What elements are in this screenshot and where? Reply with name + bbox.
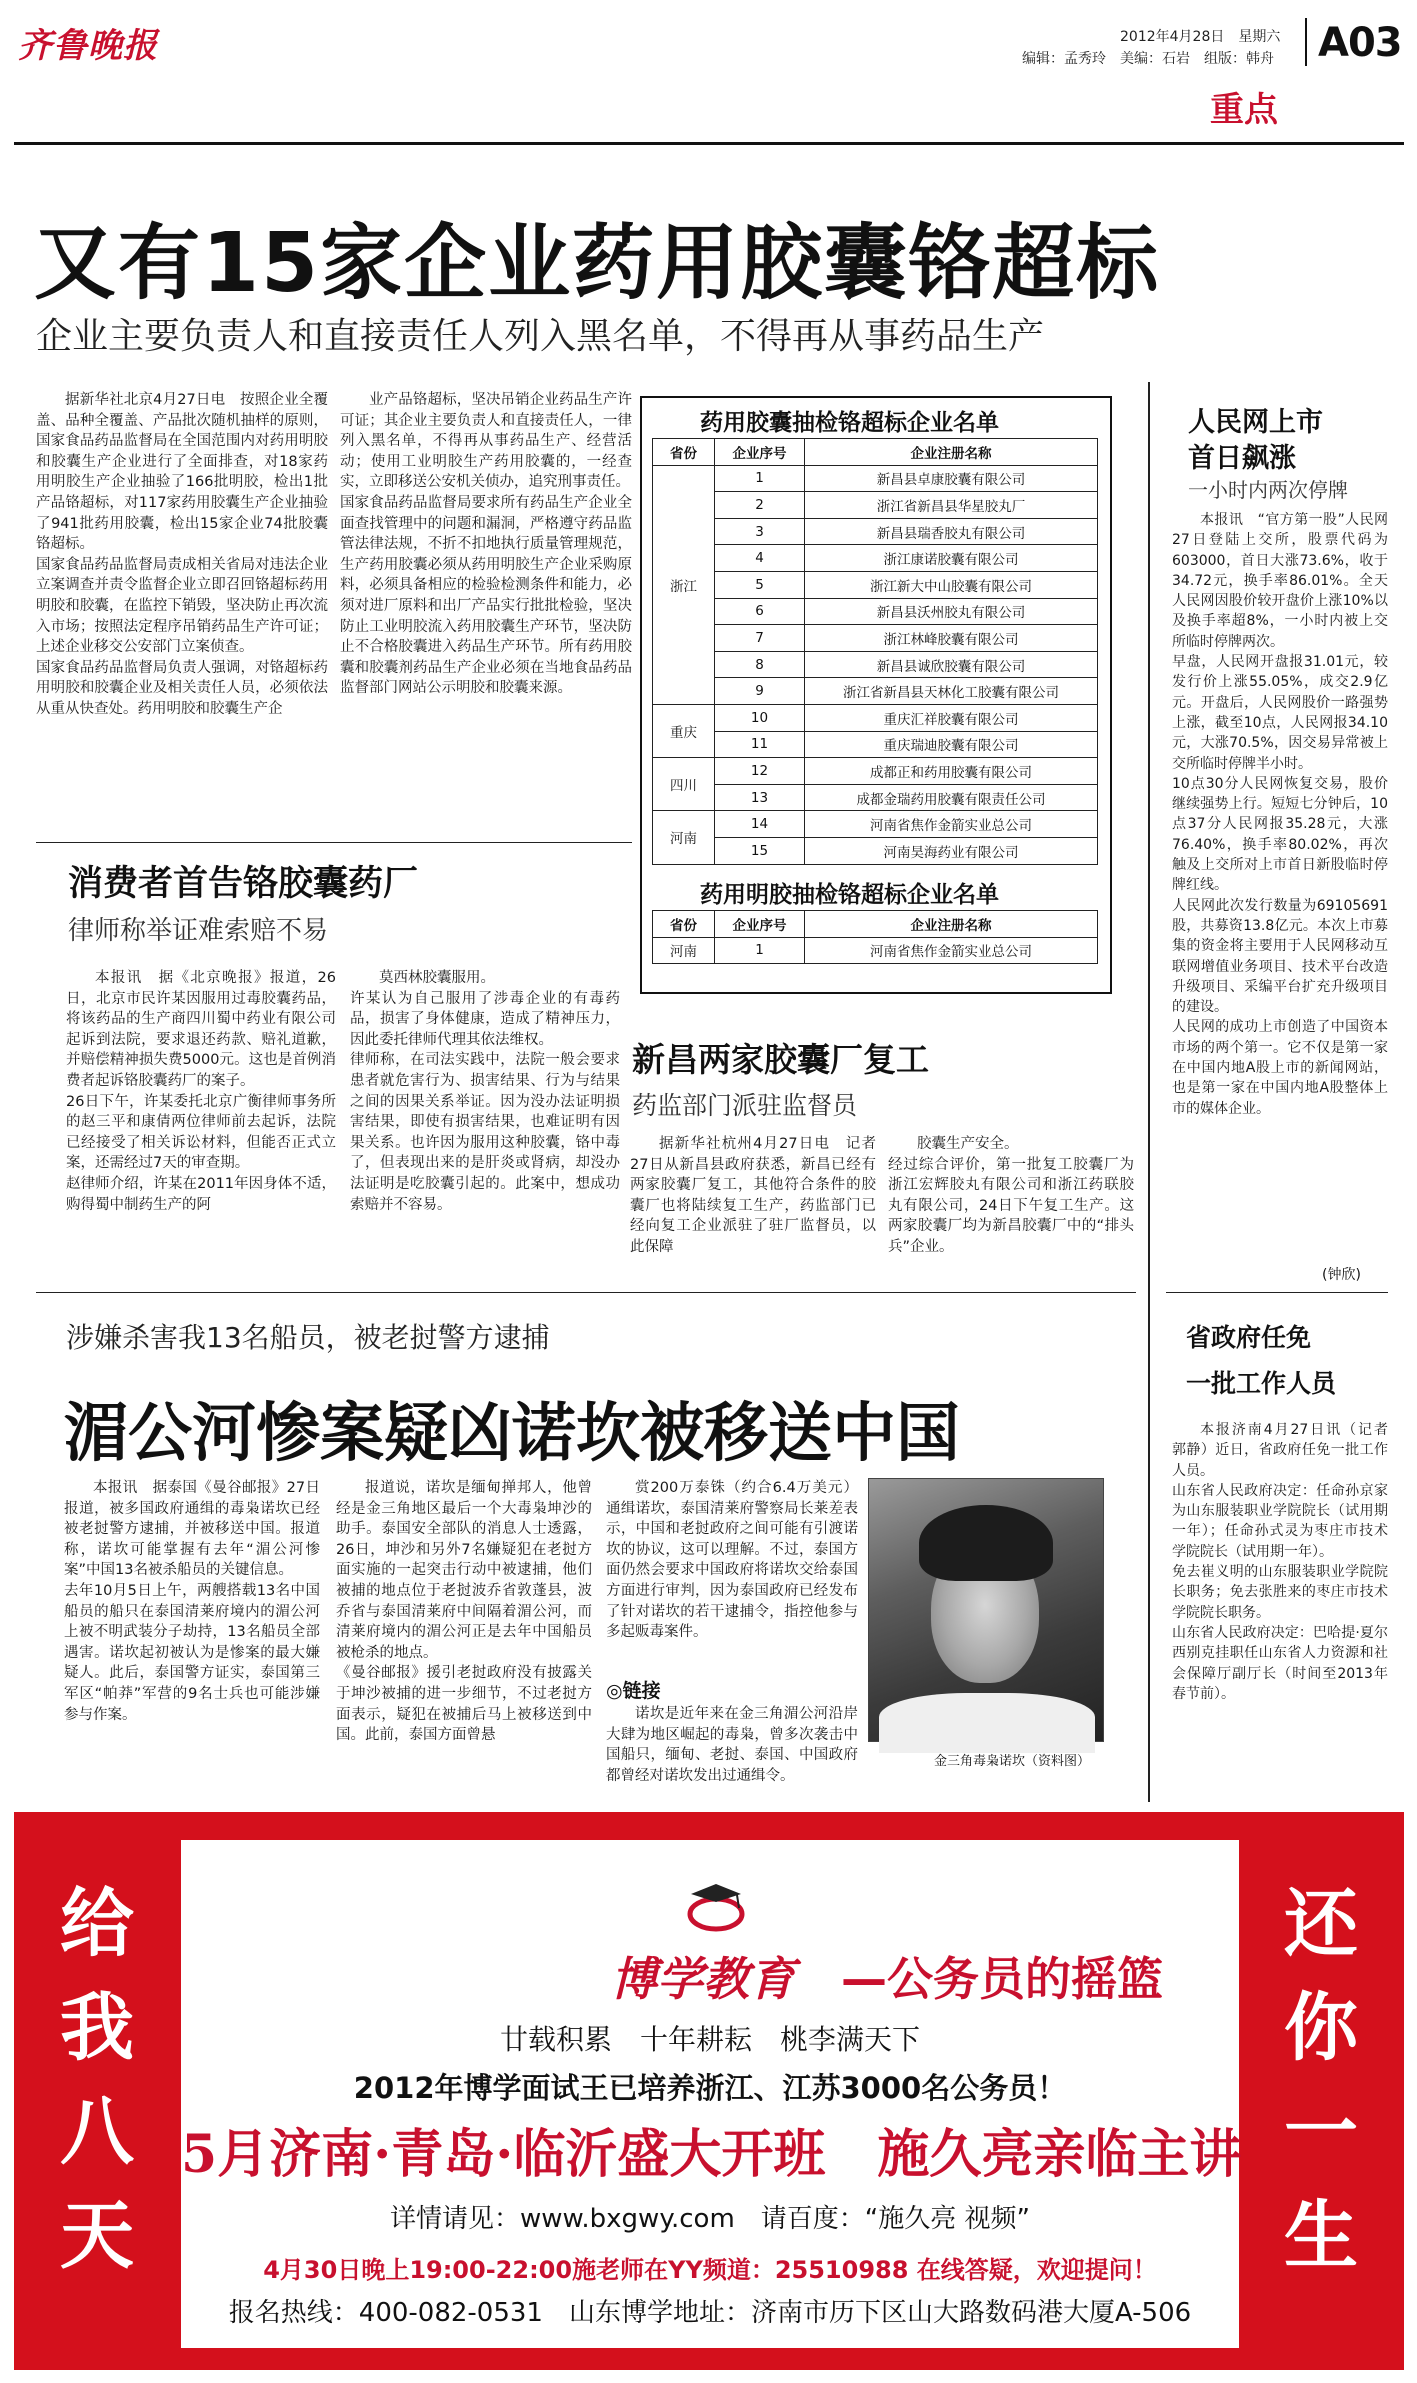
ad-left-char: 给 [60, 1881, 134, 1967]
table-row [653, 571, 1098, 598]
table1-name: 浙江林峰胶囊有限公司 [805, 625, 1098, 652]
table1-no: 8 [715, 651, 805, 678]
ad-brand-tagline: —公务员的摇篮 [841, 1952, 1163, 2006]
table2-header-name: 企业注册名称 [805, 911, 1098, 938]
sidebar2-title-line2: 一批工作人员 [1186, 1369, 1337, 1398]
ad-slogan: 廿载积累 十年耕耘 桃李满天下 [499, 2023, 920, 2056]
sidebar1-title-line2: 首日飙涨 [1188, 443, 1296, 474]
table1-no: 1 [715, 465, 805, 492]
table-row [653, 731, 1098, 758]
table2-title: 药用明胶抽检铬超标企业名单 [700, 882, 999, 908]
table2-header-province: 省份 [653, 911, 715, 938]
story4-link-body: 诺坎是近年来在金三角湄公河沿岸大肆为地区崛起的毒枭，曾多次袭击中国船只，缅甸、老挝、泰国、中国政府都曾经对诺坎发出过通缉令。 [606, 1706, 858, 1784]
table1-name: 浙江省新昌县天林化工胶囊有限公司 [805, 678, 1098, 705]
table1-province: 浙江 [653, 465, 715, 704]
story3-title: 新昌两家胶囊厂复工 [632, 1040, 929, 1079]
table1-no: 13 [715, 784, 805, 811]
table1 [652, 438, 1098, 865]
ad-right-char: 一 [1284, 2089, 1358, 2175]
editor-credits: 编辑：孟秀玲 美编：石岩 组版：韩舟 [1022, 51, 1274, 67]
mortarboard-logo-icon [681, 1880, 751, 1932]
story2-column-1: 本报讯 据《北京晚报》报道，26日，北京市民许某因服用过毒胶囊药品，将该药品的生产商四川蜀中药业有限公司起诉到法院，要求退还药款、赔礼道歉，并赔偿精神损失费5000元。这也是首例消费者起诉铬胶囊药厂的案子。 26日下午，许某委托北京广衡律师事务所的赵三平和康倩两位律师前去起诉，法院已经接受了相关诉讼材料，但能否正式立案，还需经过7天的审查期。 赵律师介绍，许某在2011年因身体不适，购得蜀中制药生产的阿 [66, 970, 336, 1213]
suspect-photo [868, 1478, 1104, 1742]
page-number: A03 [1318, 20, 1402, 66]
table1-name: 河南省焦作金箭实业总公司 [805, 811, 1098, 838]
sidebar-divider [1148, 382, 1150, 1802]
table1-name: 浙江省新昌县华星胶丸厂 [805, 492, 1098, 519]
sidebar1-subtitle: 一小时内两次停牌 [1188, 478, 1348, 502]
ad-right-char: 你 [1284, 1985, 1358, 2071]
story3-column-1: 据新华社杭州4月27日电 记者27日从新昌县政府获悉，新昌已经有两家胶囊厂复工，其他符合条件的胶囊厂也将陆续复工生产，药监部门已经向复工企业派驻了驻厂监督员，以此保障 [630, 1136, 876, 1255]
table-row [653, 811, 1098, 838]
table1-province: 河南 [653, 811, 715, 864]
ad-class-announcement: 5月济南·青岛·临沂盛大开班 施久亮亲临主讲 [181, 2124, 1242, 2185]
ad-achievement: 2012年博学面试王已培养浙江、江苏3000名公务员！ [353, 2071, 1067, 2105]
table-row [653, 598, 1098, 625]
story4-link-label: ◎链接 [606, 1680, 661, 1702]
table1-name: 新昌县卓康胶囊有限公司 [805, 465, 1098, 492]
table1-no: 11 [715, 731, 805, 758]
masthead-logo: 齐鲁晚报 [18, 26, 158, 66]
table2-no: 1 [715, 937, 805, 964]
ad-left-char: 我 [60, 1985, 134, 2071]
table1-no: 3 [715, 518, 805, 545]
lead-subhead: 企业主要负责人和直接责任人列入黑名单，不得再从事药品生产 [36, 316, 1045, 357]
table1-no: 10 [715, 704, 805, 731]
table-row [653, 651, 1098, 678]
table-row [653, 545, 1098, 572]
section-tag: 重点 [1210, 90, 1278, 130]
table-row [653, 465, 1098, 492]
story2-title: 消费者首告铬胶囊药厂 [68, 864, 419, 904]
table-row [653, 492, 1098, 519]
ad-online-qa: 4月30日晚上19:00-22:00施老师在YY频道：25510988 在线答疑，欢迎提问！ [263, 2256, 1157, 2284]
table1-no: 12 [715, 758, 805, 785]
table-row [653, 625, 1098, 652]
table1-province: 四川 [653, 758, 715, 811]
table1-header-name: 企业注册名称 [805, 439, 1098, 466]
story-rule [36, 842, 632, 843]
table1-name: 重庆瑞迪胶囊有限公司 [805, 731, 1098, 758]
top-rule [14, 142, 1404, 145]
ad-right-char: 还 [1284, 1881, 1358, 1967]
table-row [653, 758, 1098, 785]
table1-name: 成都正和药用胶囊有限公司 [805, 758, 1098, 785]
table-row [653, 937, 1098, 964]
sidebar1-byline: (钟欣) [1322, 1267, 1361, 1283]
story4-kicker: 涉嫌杀害我13名船员，被老挝警方逮捕 [66, 1321, 550, 1354]
table1-name: 新昌县诚欣胶囊有限公司 [805, 651, 1098, 678]
ad-website[interactable]: 详情请见：www.bxgwy.com 请百度：“施久亮 视频” [389, 2204, 1030, 2234]
table1-no: 2 [715, 492, 805, 519]
table-row [653, 784, 1098, 811]
ad-right-slogan [1256, 1872, 1386, 2288]
table1-header-no: 企业序号 [715, 439, 805, 466]
ad-contact[interactable]: 报名热线：400-082-0531 山东博学地址：济南市历下区山大路数码港大厦A-506 [228, 2298, 1192, 2328]
ad-left-char: 八 [60, 2089, 134, 2175]
table1-name: 新昌县瑞香胶丸有限公司 [805, 518, 1098, 545]
story4-column-1: 本报讯 据泰国《曼谷邮报》27日报道，被多国政府通缉的毒枭诺坎已经被老挝警方逮捕，并被移送中国。报道称，诺坎可能掌握有去年“湄公河惨案”中国13名被杀船员的关键信息。 去年10月5日上午，两艘搭载13名中国船员的船只在泰国清莱府境内的湄公河上被不明武装分子劫持，13名船员全部遇害。诺坎起初被认为是惨案的最大嫌疑人。此后，泰国警方证实，泰国第三军区“帕莽”军营的9名士兵也可能涉嫌参与作案。 [64, 1480, 320, 1723]
sidebar2-body: 本报济南4月27日讯（记者 郭静）近日，省政府任免一批工作人员。 山东省人民政府决定：任命孙京家为山东服装职业学院院长（试用期一年）；任命孙式灵为枣庄市技术学院院长（试用期一年）。 免去崔义明的山东服装职业学院院长职务；免去张胜来的枣庄市技术学院院长职务。 山东省人民政府决定：巴哈提·夏尔西别克挂职任山东省人力资源和社会保障厅副厅长（时间至2013年春节前）。 [1172, 1422, 1388, 1702]
table1-no: 14 [715, 811, 805, 838]
ad-brand: 博学教育 [611, 1952, 795, 2006]
table1-no: 4 [715, 545, 805, 572]
lead-column-2: 业产品铬超标，坚决吊销企业药品生产许可证；其企业主要负责人和直接责任人，一律列入黑名单，不得再从事药品生产、经营活动；使用工业明胶生产药用胶囊的，一经查实，立即移送公安机关侦办，追究刑事责任。 国家食品药品监督局要求所有药品生产企业全面查找管理中的问题和漏洞，严格遵守药品监管法律法规，不折不扣地执行质量管理规范，生产药用胶囊必须从药用明胶生产企业采购原料，必须具备相应的检验检测条件和能力，必须对进厂原料和出厂产品实行批批检验，坚决防止工业明胶流入药用胶囊生产环节，坚决防止不合格胶囊进入药品生产环节。所有药用胶囊和胶囊剂药品生产企业必须在当地食品药品监督部门网站公示明胶和胶囊来源。 [340, 392, 632, 697]
table1-province: 重庆 [653, 704, 715, 757]
ad-left-char: 天 [60, 2193, 134, 2279]
ad-left-slogan [32, 1872, 162, 2288]
table1-no: 9 [715, 678, 805, 705]
issue-date: 2012年4月28日 星期六 [1120, 29, 1281, 45]
table1-name: 成都金瑞药用胶囊有限责任公司 [805, 784, 1098, 811]
story3-column-2: 胶囊生产安全。 经过综合评价，第一批复工胶囊厂为浙江宏辉胶丸有限公司和浙江药联胶丸有限公司，24日下午复工生产。这两家胶囊厂均为新昌胶囊厂中的“排头兵”企业。 [888, 1136, 1134, 1255]
table-row [653, 678, 1098, 705]
table1-name: 浙江新大中山胶囊有限公司 [805, 571, 1098, 598]
photo-caption: 金三角毒枭诺坎（资料图） [934, 1754, 1091, 1769]
table1-no: 6 [715, 598, 805, 625]
table1-name: 重庆汇祥胶囊有限公司 [805, 704, 1098, 731]
story-rule [36, 1292, 1136, 1293]
ad-panel [181, 1840, 1242, 2348]
table1-name: 河南昊海药业有限公司 [805, 837, 1098, 864]
ad-right-char: 生 [1284, 2193, 1358, 2279]
table2-name: 河南省焦作金箭实业总公司 [805, 937, 1098, 964]
sidebar1-title-line1: 人民网上市 [1188, 407, 1323, 438]
story4-column-2: 报道说，诺坎是缅甸掸邦人，他曾经是金三角地区最后一个大毒枭坤沙的助手。泰国安全部队的消息人士透露，26日，坤沙和另外7名嫌疑犯在老挝方面实施的一起突击行动中被逮捕，他们被捕的地点位于老挝波乔省敦蓬县，波乔省与泰国清莱府中间隔着湄公河，而清莱府境内的湄公河正是去年中国船员被枪杀的地点。 《曼谷邮报》援引老挝政府没有披露关于坤沙被捕的进一步细节，不过老挝方面表示，疑犯在被捕后马上被移送到中国。此前，泰国方面曾悬 [336, 1480, 592, 1744]
advertisement[interactable] [14, 1812, 1404, 2370]
story2-subtitle: 律师称举证难索赔不易 [68, 916, 329, 946]
story2-column-2: 莫西林胶囊服用。 许某认为自己服用了涉毒企业的有毒药品，损害了身体健康，造成了精神压力，因此委托律师代理其依法维权。 律师称，在司法实践中，法院一般会要求患者就危害行为、损害结果、行为与结果之间的因果关系举证。因为没办法证明损害结果，即使有损害结果，也难证明有因果关系。也许因为服用这种胶囊，铬中毒了，但表现出来的是肝炎或肾病，却没办法证明是吃胶囊引起的。此案中，想成功索赔并不容易。 [350, 970, 620, 1213]
table1-name: 浙江康诺胶囊有限公司 [805, 545, 1098, 572]
table-row [653, 837, 1098, 864]
header-divider [1305, 18, 1307, 66]
table-row [653, 518, 1098, 545]
story4-title: 湄公河惨案疑凶诺坎被移送中国 [64, 1397, 960, 1471]
table2-header-no: 企业序号 [715, 911, 805, 938]
story3-subtitle: 药监部门派驻监督员 [632, 1091, 858, 1120]
table1-no: 7 [715, 625, 805, 652]
sidebar2-title-line1: 省政府任免 [1186, 1323, 1312, 1352]
lead-headline: 又有15家企业药用胶囊铬超标 [34, 216, 1161, 311]
table1-no: 5 [715, 571, 805, 598]
sidebar-rule [1166, 1292, 1388, 1293]
table2 [652, 910, 1098, 964]
table2-province: 河南 [653, 937, 715, 964]
table1-no: 15 [715, 837, 805, 864]
story4-column-3: 赏200万泰铢（约合6.4万美元）通缉诺坎，泰国清莱府警察局长莱差表示，中国和老挝政府之间可能有引渡诺坎的协议，这可以理解。不过，泰国方面仍然会要求中国政府将诺坎交给泰国方面进行审判，因为泰国政府已经发布了针对诺坎的若干逮捕令，指控他参与多起贩毒案件。 [606, 1480, 858, 1641]
table1-header-province: 省份 [653, 439, 715, 466]
sidebar1-body: 本报讯 “官方第一股”人民网27日登陆上交所，股票代码为603000，首日大涨73.6%，收于34.72元，换手率86.01%。全天人民网因股价较开盘价上涨10%以及换手率超8%，一小时内被上交所临时停牌两次。 早盘，人民网开盘报31.01元，较发行价上涨55.05%，成交2.9亿元。开盘后，人民网股价一路强势上涨，截至10点，人民网报34.10元，大涨70.5%，因交易异常被上交所临时停牌半小时。 10点30分人民网恢复交易，股价继续强势上行。短短七分钟后，10点37分人民网报35.28元，大涨76.40%，换手率80.02%，再次触及上交所对上市首日新股临时停牌红线。 人民网此次发行数量为69105691股，共募资13.8亿元。本次上市募集的资金将主要用于人民网移动互联网增值业务项目、技术平台改造升级项目、采编平台扩充升级项目的建设。 人民网的成功上市创造了中国资本市场的两个第一。它不仅是第一家在中国内地A股上市的新闻网站，也是第一家在中国内地A股整体上市的媒体企业。 [1172, 512, 1388, 1117]
table1-title: 药用胶囊抽检铬超标企业名单 [700, 410, 999, 436]
table1-name: 新昌县沃州胶丸有限公司 [805, 598, 1098, 625]
table-row [653, 704, 1098, 731]
lead-column-1: 据新华社北京4月27日电 按照企业全覆盖、品种全覆盖、产品批次随机抽样的原则，国家食品药品监督局在全国范围内对药用明胶和胶囊生产企业进行了全面排查，对18家药用明胶生产企业抽验了166批明胶，检出1批产品铬超标，对117家药用胶囊生产企业抽验了941批药用胶囊，检出15家企业74批胶囊铬超标。 国家食品药品监督局责成相关省局对违法企业立案调查并责令监督企业立即召回铬超标药用明胶和胶囊，在监控下销毁，坚决防止再次流入市场；按照法定程序吊销药品生产许可证；上述企业移交公安部门立案侦查。 国家食品药品监督局负责人强调，对铬超标药用明胶和胶囊企业及相关责任人员，必须依法从重从快查处。药用明胶和胶囊生产企 [36, 392, 328, 717]
